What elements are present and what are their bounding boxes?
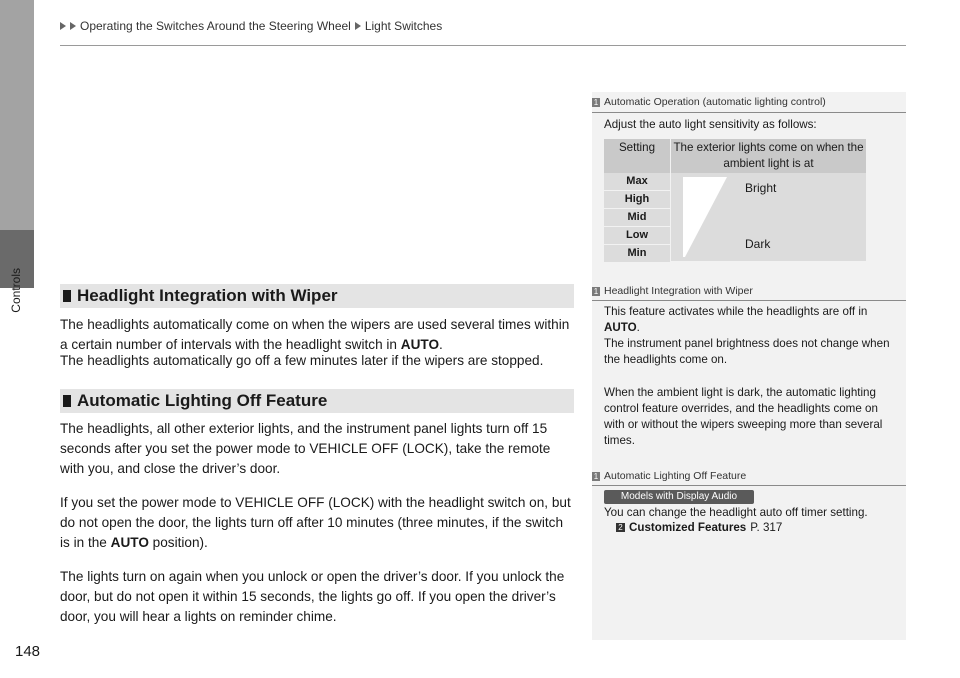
- note-text: Adjust the auto light sensitivity as follows:: [604, 118, 817, 131]
- sensitivity-table: [604, 139, 866, 261]
- side-tab-label: Controls: [9, 268, 23, 313]
- cross-reference-page: P. 317: [750, 521, 783, 534]
- note-divider: [592, 300, 906, 301]
- dark-label: Dark: [745, 237, 771, 251]
- header-divider: [60, 45, 906, 46]
- note-title-auto-off: 1 Automatic Lighting Off Feature: [593, 470, 747, 482]
- paragraph: The headlights automatically come on when the wipers are used several times within a certain number of intervals with the headlight switch in AUTO.: [60, 317, 570, 352]
- breadcrumb-arrow-icon: [60, 22, 66, 30]
- note-title-auto-operation: 1 Automatic Operation (automatic lighting control): [593, 96, 826, 108]
- paragraph: The headlights, all other exterior lights, and the instrument panel lights turn off 15 seconds after you set the power mode to VEHICLE OFF (LOCK), take the remote with you, and close the driver’s door.: [60, 421, 551, 476]
- section-header-headlight-wiper: [60, 284, 574, 308]
- breadcrumb-arrow-icon: [70, 22, 76, 30]
- breadcrumb-link-operating[interactable]: Operating the Switches Around the Steering Wheel: [80, 19, 351, 33]
- note-title-headlight-wiper: 1 Headlight Integration with Wiper: [593, 285, 753, 297]
- cross-reference-link[interactable]: [616, 521, 782, 534]
- page-number: 148: [15, 643, 41, 660]
- table-row: Min: [604, 245, 670, 262]
- paragraph: If you set the power mode to VEHICLE OFF (LOCK) with the headlight switch on, but do not open the door, the lights turn off after 10 minutes (three minutes, if the switch is in the AUTO position).: [60, 495, 571, 550]
- note-divider: [592, 112, 906, 113]
- table-row: Low: [604, 227, 670, 244]
- breadcrumb: [60, 19, 442, 33]
- note-divider: [592, 485, 906, 486]
- section-square-icon: [63, 395, 71, 407]
- table-rows: [604, 173, 670, 263]
- paragraph: The headlights automatically go off a few minutes later if the wipers are stopped.: [60, 353, 544, 368]
- side-tab: [0, 0, 34, 600]
- brightness-wedge-icon: [683, 177, 729, 257]
- table-row: High: [604, 191, 670, 208]
- note-ref-icon: 1: [593, 471, 599, 481]
- table-header-description: The exterior lights come on when the ambient light is at: [671, 139, 866, 173]
- section-title: Headlight Integration with Wiper: [77, 286, 338, 305]
- note-text: The instrument panel brightness does not change when the headlights come on.: [604, 337, 890, 366]
- section-square-icon: [63, 290, 71, 302]
- breadcrumb-link-light-switches[interactable]: Light Switches: [364, 19, 443, 33]
- note-ref-icon: 1: [593, 286, 599, 296]
- table-row: Max: [604, 173, 670, 190]
- model-badge: Models with Display Audio: [604, 490, 754, 504]
- section-title: Automatic Lighting Off Feature: [77, 391, 328, 410]
- brightness-scale: [671, 173, 866, 261]
- cross-reference-title: Customized Features: [629, 521, 747, 534]
- note-text: You can change the headlight auto off timer setting.: [604, 506, 868, 519]
- paragraph: The lights turn on again when you unlock or open the driver’s door. If you unlock the door, but do not open it within 15 seconds, the lights go off. If you open the driver’s door, you will hear a lights on reminder chime.: [60, 569, 565, 624]
- side-tab-bar: [0, 0, 34, 230]
- note-text: When the ambient light is dark, the automatic lighting control feature overrides, and the headlights come on with or without the wipers sweeping more than several times.: [604, 386, 883, 447]
- section-header-auto-off: [60, 389, 574, 413]
- table-header-setting: Setting: [604, 139, 670, 173]
- cross-reference-arrow-icon: 2: [616, 523, 625, 532]
- table-row: Mid: [604, 209, 670, 226]
- breadcrumb-arrow-icon: [355, 22, 361, 30]
- bright-label: Bright: [745, 181, 777, 195]
- note-ref-icon: 1: [593, 97, 599, 107]
- note-text: This feature activates while the headlights are off in AUTO.: [604, 305, 868, 334]
